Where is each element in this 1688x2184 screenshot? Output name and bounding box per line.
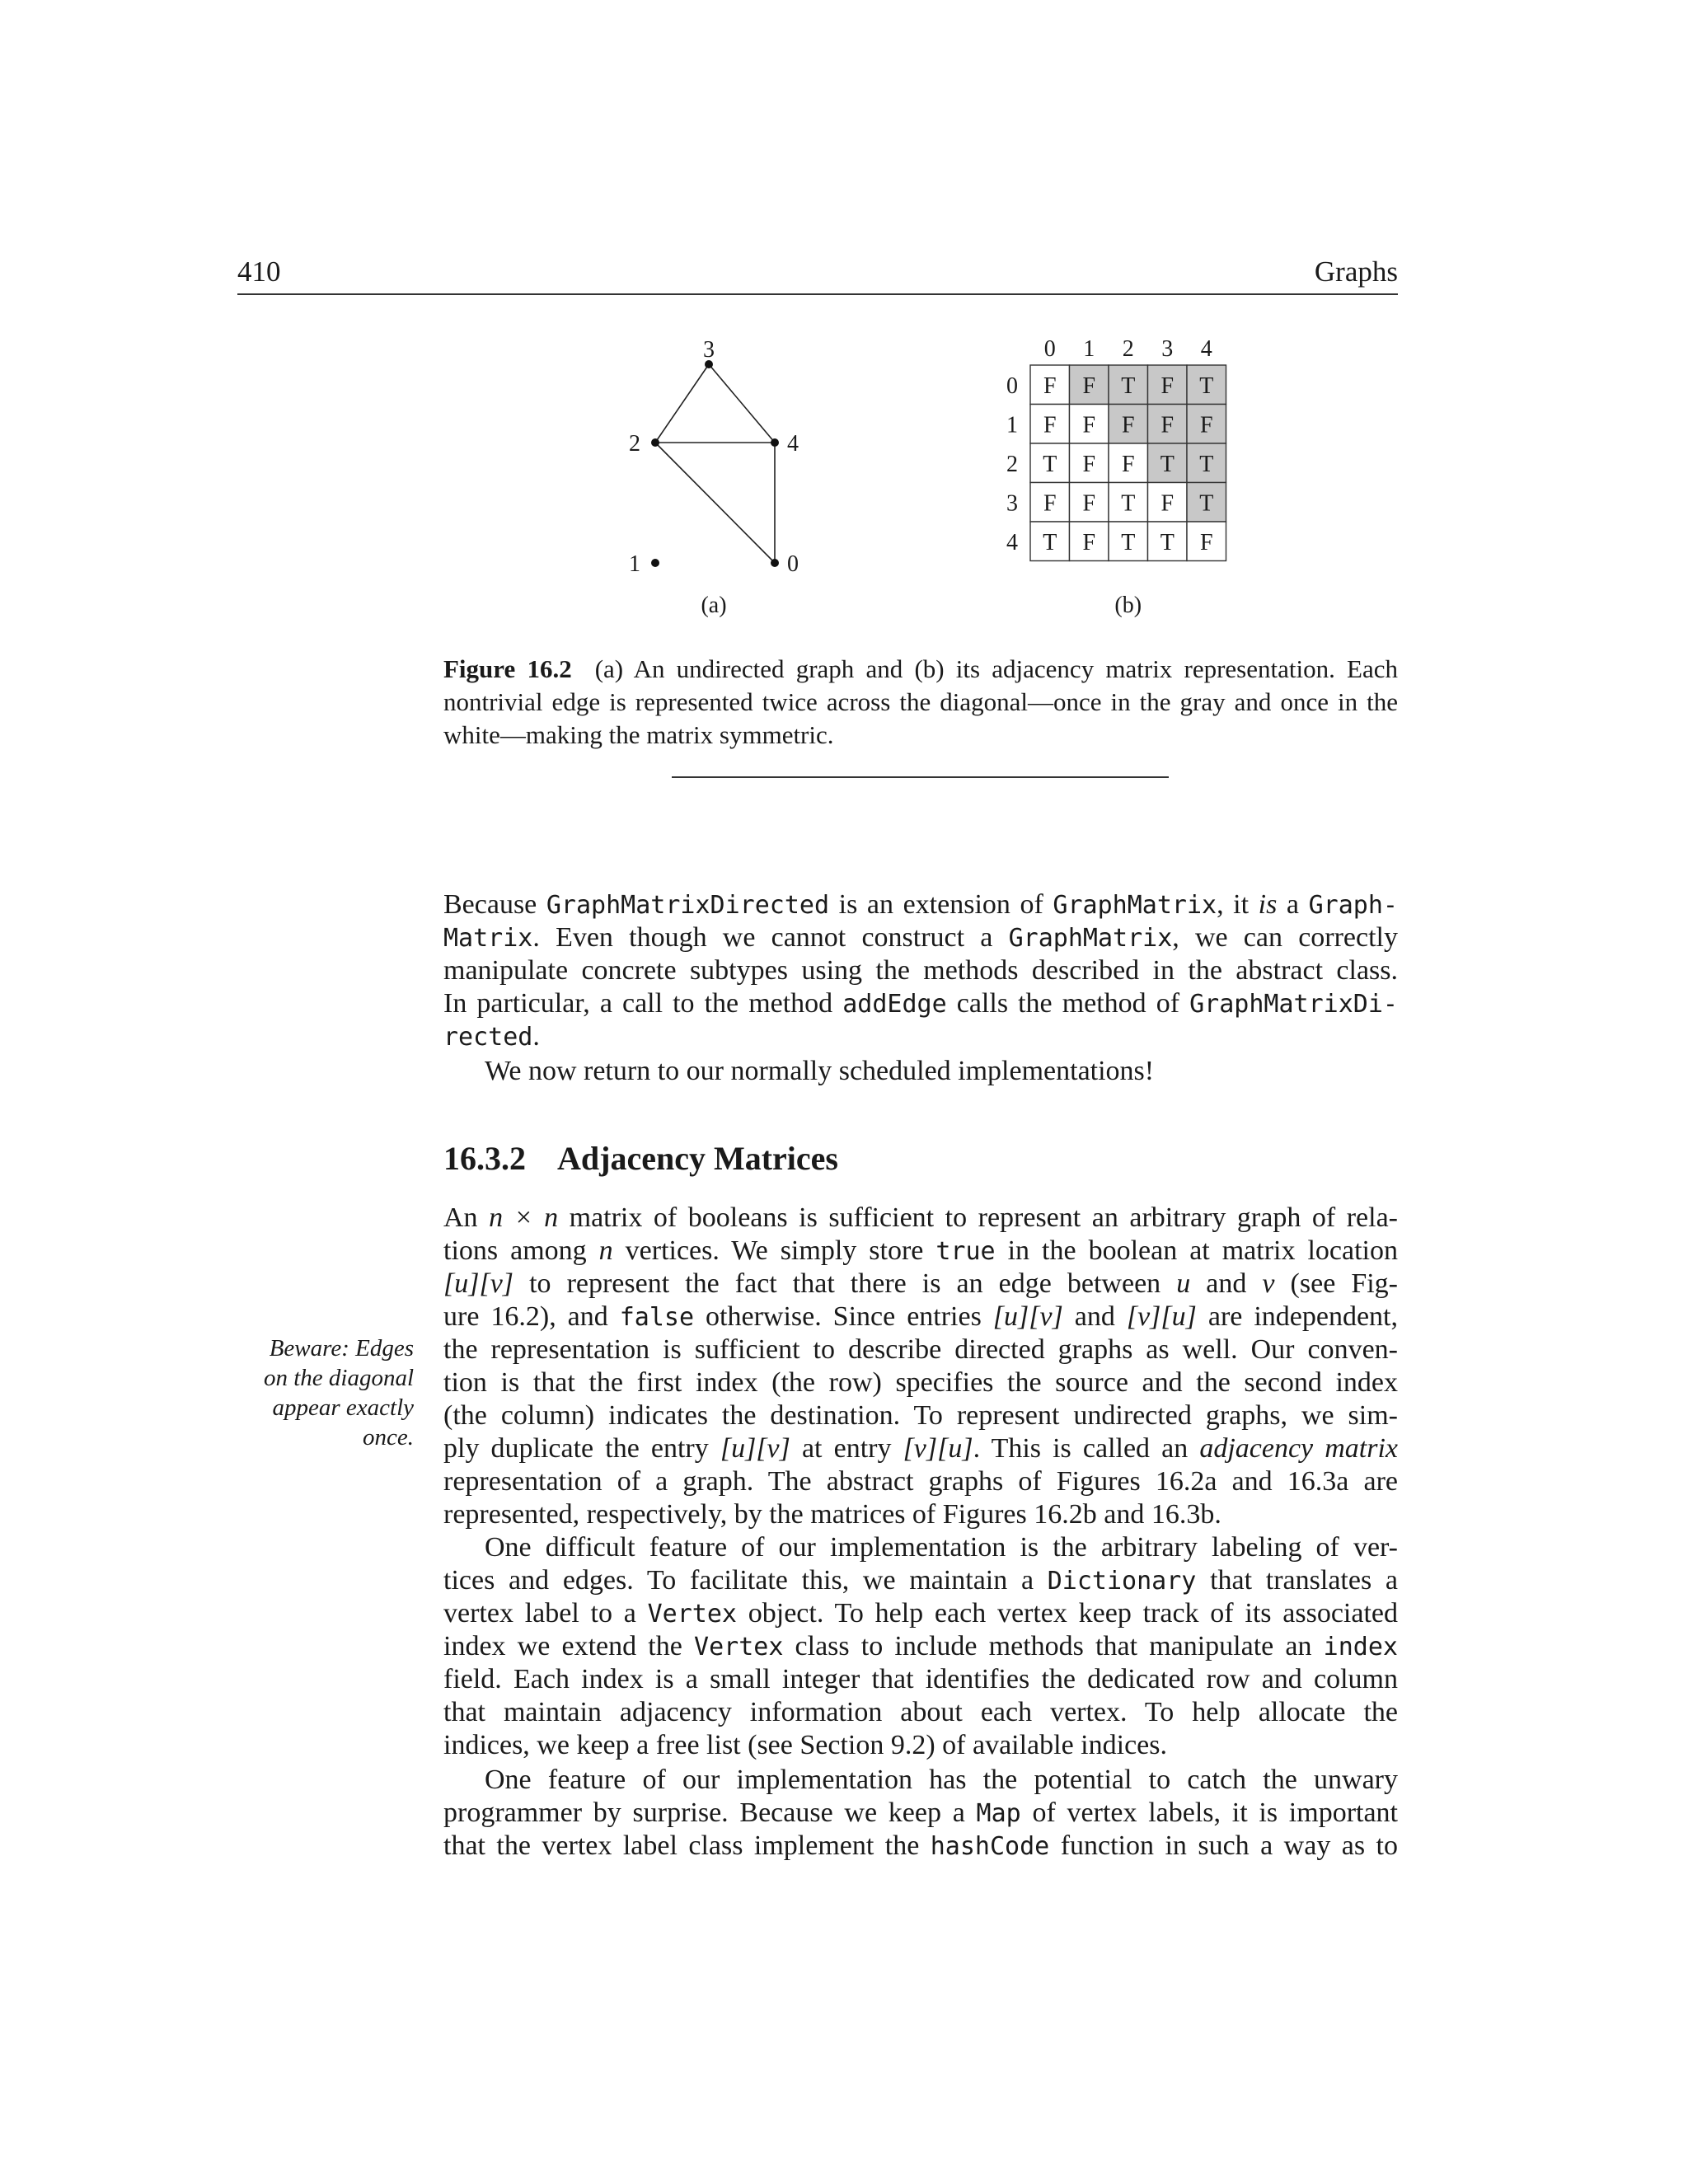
vertex-0 bbox=[771, 559, 779, 567]
vertex-1 bbox=[651, 559, 659, 567]
vertex-label-3: 3 bbox=[703, 337, 715, 363]
matrix-cell-value: F bbox=[1082, 529, 1096, 555]
line: One feature of our implementation has the potential to catch the unwary bbox=[485, 1765, 1398, 1795]
line: Matrix. Even though we cannot construct a GraphMatrix, we can correctly bbox=[443, 922, 1399, 953]
line: In particular, a call to the method addEdge calls the method of GraphMatrixDi- bbox=[443, 988, 1398, 1019]
line: vertex label to a Vertex object. To help each vertex keep track of its associated bbox=[443, 1598, 1398, 1629]
matrix-cell-value: F bbox=[1043, 490, 1057, 517]
line: that the vertex label class implement the hashCode function in such a way as to bbox=[443, 1830, 1398, 1861]
matrix-cell-value: F bbox=[1082, 373, 1096, 399]
line: the representation is sufficient to describe directed graphs as well. Our conven- bbox=[443, 1334, 1398, 1365]
line: (the column) indicates the destination. To represent undirected graphs, we sim- bbox=[443, 1400, 1398, 1431]
matrix-cell-value: F bbox=[1160, 490, 1175, 517]
line: representation of a graph. The abstract graphs of Figures 16.2a and 16.3a are bbox=[443, 1466, 1398, 1497]
matrix-cell-value: F bbox=[1160, 412, 1175, 438]
line: Because GraphMatrixDirected is an extension of GraphMatrix, it is a Graph- bbox=[443, 889, 1398, 920]
matrix-col-label: 1 bbox=[1083, 336, 1095, 362]
line: tion is that the first index (the row) specifies the source and the second index bbox=[443, 1367, 1398, 1398]
graph-panel bbox=[629, 337, 799, 618]
matrix-col-label: 2 bbox=[1122, 336, 1134, 362]
line: represented, respectively, by the matrices of Figures 16.2b and 16.3b. bbox=[443, 1499, 1221, 1530]
paragraph-labeling bbox=[443, 1531, 1398, 1762]
page-number: 410 bbox=[237, 255, 281, 288]
figure-caption bbox=[443, 653, 1398, 752]
edge-2-0 bbox=[655, 443, 775, 563]
vertex-4 bbox=[771, 438, 779, 447]
adjacency-matrix bbox=[1006, 336, 1226, 618]
matrix-cell-value: F bbox=[1082, 451, 1096, 477]
line: indices, we keep a free list (see Section 9.2) of available indices. bbox=[443, 1730, 1167, 1760]
matrix-cell-value: T bbox=[1121, 373, 1136, 399]
page-header bbox=[237, 252, 1398, 295]
matrix-cell-value: F bbox=[1160, 373, 1175, 399]
matrix-cell-value: T bbox=[1199, 373, 1214, 399]
line: [u][v] to represent the fact that there is an edge between u and v (see Fig- bbox=[443, 1268, 1399, 1299]
paragraph-hashcode bbox=[443, 1764, 1398, 1863]
section-number: 16.3.2 bbox=[443, 1140, 526, 1177]
matrix-cell-value: F bbox=[1121, 451, 1135, 477]
edge-3-4 bbox=[709, 364, 775, 443]
line: index we extend the Vertex class to include methods that manipulate an index bbox=[443, 1631, 1398, 1661]
margin-note: Beware: Edges on the diagonal appear exactly once. bbox=[263, 1335, 414, 1451]
section-title: Adjacency Matrices bbox=[557, 1140, 838, 1177]
matrix-row-label: 1 bbox=[1006, 412, 1018, 438]
matrix-cell-value: F bbox=[1043, 373, 1057, 399]
matrix-cell-value: F bbox=[1082, 412, 1096, 438]
matrix-cell-value: T bbox=[1199, 490, 1214, 517]
matrix-cell-value: F bbox=[1199, 412, 1213, 438]
matrix-cell-value: F bbox=[1121, 412, 1135, 438]
line: programmer by surprise. Because we keep a Map of vertex labels, it is important bbox=[443, 1797, 1399, 1828]
caption-label: Figure 16.2 bbox=[443, 654, 572, 683]
line: An n × n matrix of booleans is sufficient to represent an arbitrary graph of rela- bbox=[443, 1202, 1398, 1233]
matrix-col-label: 0 bbox=[1043, 336, 1056, 362]
edge-3-2 bbox=[655, 364, 709, 443]
matrix-col-label: 4 bbox=[1200, 336, 1212, 362]
matrix-cell-value: F bbox=[1043, 412, 1057, 438]
paragraph-return: We now return to our normally scheduled implementations! bbox=[485, 1056, 1155, 1086]
matrix-cell-value: T bbox=[1121, 490, 1136, 517]
matrix-col-label: 3 bbox=[1161, 336, 1174, 362]
vertex-label-4: 4 bbox=[787, 431, 799, 457]
running-head: Graphs bbox=[1314, 255, 1398, 288]
matrix-row-label: 4 bbox=[1006, 529, 1018, 555]
matrix-cell-value: T bbox=[1160, 529, 1175, 555]
figure-16-2 bbox=[577, 330, 1286, 618]
paragraph-adjacency-intro bbox=[443, 1202, 1398, 1531]
vertex-2 bbox=[651, 438, 659, 447]
line: field. Each index is a small integer that identifies the dedicated row and column bbox=[443, 1664, 1398, 1694]
matrix-cell-value: T bbox=[1160, 451, 1175, 477]
vertex-label-1: 1 bbox=[629, 551, 640, 577]
vertex-label-0: 0 bbox=[787, 551, 799, 577]
matrix-cell-value: F bbox=[1082, 490, 1096, 517]
matrix-cell-value: T bbox=[1043, 451, 1057, 477]
matrix-row-label: 0 bbox=[1006, 373, 1018, 399]
panel-label-a: (a) bbox=[701, 593, 727, 618]
figure-rule bbox=[672, 776, 1169, 778]
matrix-row-label: 3 bbox=[1006, 490, 1018, 517]
line: tices and edges. To facilitate this, we maintain a Dictionary that translates a bbox=[443, 1565, 1398, 1596]
caption-text: (a) An undirected graph and (b) its adjacency matrix representation. Each nontrivial edge is represented twice across the diagonal—once in the gray and once in the white—making the matrix symmetric. bbox=[443, 654, 1398, 749]
matrix-cell-value: T bbox=[1043, 529, 1057, 555]
line: ply duplicate the entry [u][v] at entry [v][u]. This is called an adjacency matrix bbox=[443, 1433, 1398, 1464]
paragraph-graphmatrix bbox=[443, 888, 1398, 1053]
vertex-label-2: 2 bbox=[629, 431, 640, 457]
line: manipulate concrete subtypes using the methods described in the abstract class. bbox=[443, 955, 1398, 986]
line: that maintain adjacency information about each vertex. To help allocate the bbox=[443, 1697, 1398, 1727]
line: One difficult feature of our implementation is the arbitrary labeling of ver- bbox=[485, 1532, 1398, 1563]
line: rected. bbox=[443, 1021, 540, 1052]
matrix-cell-value: T bbox=[1199, 451, 1214, 477]
line: tions among n vertices. We simply store true in the boolean at matrix location bbox=[443, 1235, 1398, 1266]
panel-label-b: (b) bbox=[1114, 593, 1142, 618]
section-heading bbox=[443, 1139, 838, 1178]
matrix-row-label: 2 bbox=[1006, 451, 1018, 477]
line: ure 16.2), and false otherwise. Since entries [u][v] and [v][u] are independent, bbox=[443, 1301, 1398, 1332]
matrix-cell-value: T bbox=[1121, 529, 1136, 555]
matrix-cell-value: F bbox=[1199, 529, 1213, 555]
